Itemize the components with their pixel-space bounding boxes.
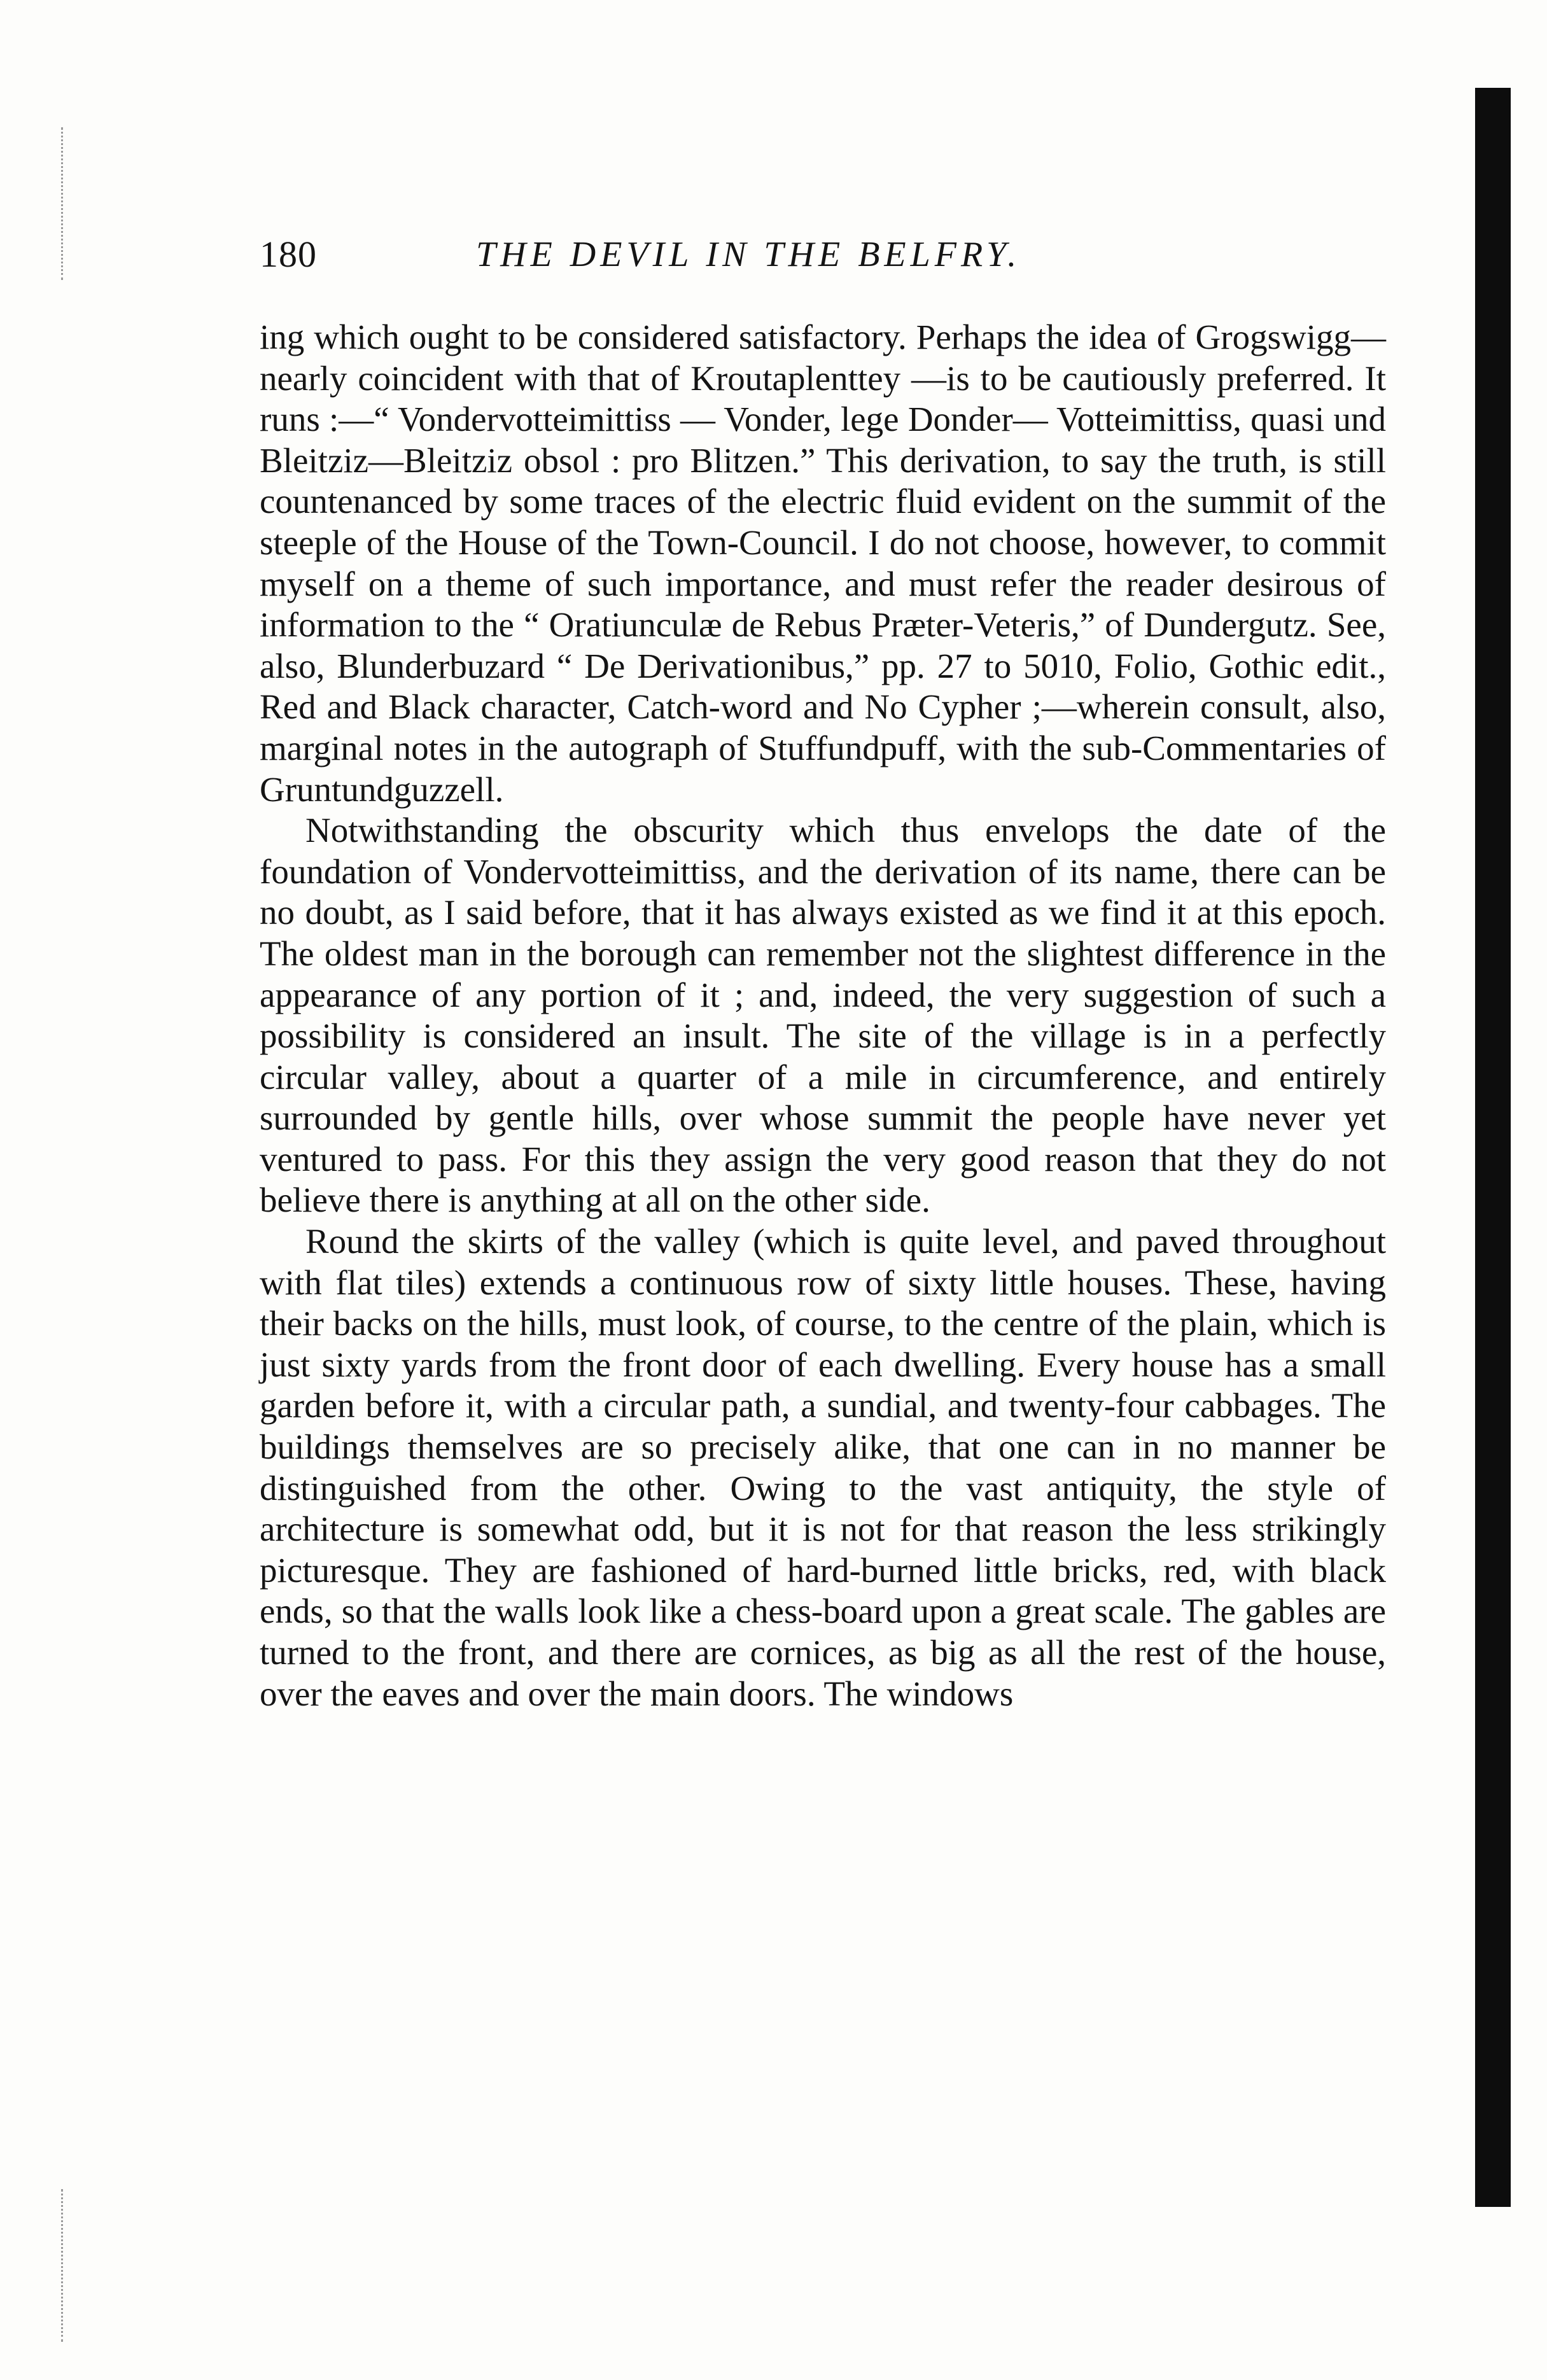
paragraph-3: Round the skirts of the valley (which is quite level, and paved throughout with flat tiles) extends a continuous row of sixty little houses. These, having their backs on the hills, must look, of course, to the centre of the plain, which is just sixty yards from the front door of each dwelling. Every house has a small garden before it, with a circular path, a sundial, and twenty-four cabbages. The buildings themselves are so precisely alike, that one can in no manner be distinguished from the other. Owing to the vast antiquity, the style of architecture is somewhat odd, but it is not for that reason the less strikingly picturesque. They are fashioned of hard-burned little bricks, red, with black ends, so that the walls look like a chess-board upon a great scale. The gables are turned to the front, and there are cornices, as big as all the rest of the house, over the eaves and over the main doors. The windows bbox=[260, 1222, 1386, 1713]
margin-speckle-top bbox=[61, 127, 67, 280]
paragraph-1: ing which ought to be considered satisfactory. Perhaps the idea of Grogswigg—nearly coincident with that of Kroutaplenttey —is to be cautiously preferred. It runs :—“ Vondervotteimittiss — Vonder, lege Donder— Votteimittiss, quasi und Bleitziz—Bleitziz obsol : pro Blitzen.” This derivation, to say the truth, is still countenanced by some traces of the electric fluid evident on the summit of the steeple of the House of the Town-Council. I do not choose, however, to commit myself on a theme of such importance, and must refer the reader desirous of information to the “ Oratiunculæ de Rebus Præter-Veteris,” of Dundergutz. See, also, Blunderbuzard “ De Derivationibus,” pp. 27 to 5010, Folio, Gothic edit., Red and Black character, Catch-word and No Cypher ;—wherein consult, also, marginal notes in the autograph of Stuffundpuff, with the sub-Commentaries of Gruntundguzzell. bbox=[260, 318, 1386, 809]
paragraph-2: Notwithstanding the obscurity which thus envelops the date of the foundation of Vondervotteimittiss, and the derivation of its name, there can be no doubt, as I said before, that it has always existed as we find it at this epoch. The oldest man in the borough can remember not the slightest difference in the appearance of any portion of it ; and, indeed, the very suggestion of such a possibility is considered an insult. The site of the village is in a perfectly circular valley, about a quarter of a mile in circumference, and entirely surrounded by gentle hills, over whose summit the people have never yet ventured to pass. For this they assign the very good reason that they do not believe there is anything at all on the other side. bbox=[260, 811, 1386, 1220]
margin-speckle-bottom bbox=[61, 2189, 67, 2342]
running-header bbox=[260, 229, 1380, 286]
body-text bbox=[260, 317, 1386, 1714]
running-title: THE DEVIL IN THE BELFRY. bbox=[476, 235, 1021, 274]
page-number: 180 bbox=[260, 234, 317, 275]
scan-edge-shadow bbox=[1475, 88, 1511, 2207]
